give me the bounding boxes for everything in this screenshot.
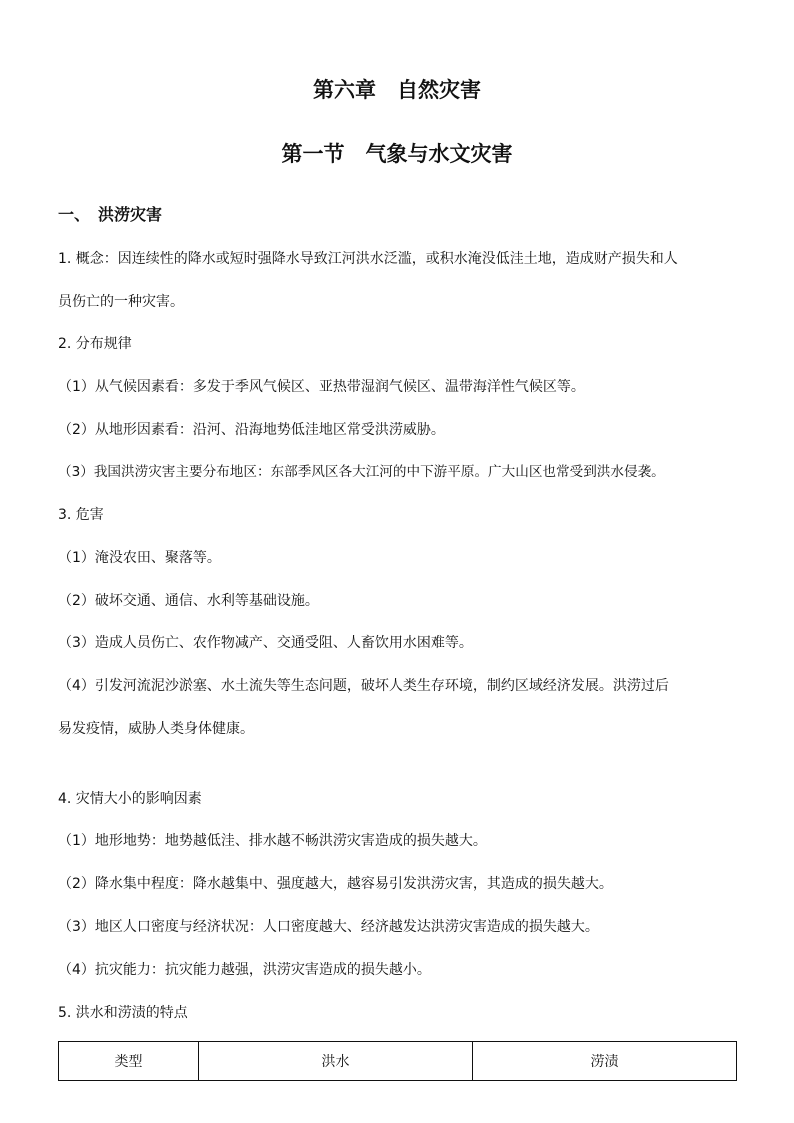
paragraph-line: （1）淹没农田、聚落等。 xyxy=(58,550,221,566)
table-header-flood: 洪水 xyxy=(199,1042,473,1080)
paragraph-line: 2. 分布规律 xyxy=(58,336,132,352)
part-heading: 一、 洪涝灾害 xyxy=(58,205,163,224)
paragraph-line: （4）引发河流泥沙淤塞、水土流失等生态问题，破坏人类生存环境，制约区域经济发展。洪涝过后 xyxy=(58,678,669,694)
paragraph-line: 4. 灾情大小的影响因素 xyxy=(58,791,202,807)
comparison-table xyxy=(58,1041,737,1081)
paragraph-line: 易发疫情，威胁人类身体健康。 xyxy=(58,721,254,737)
paragraph-line: （3）我国洪涝灾害主要分布地区：东部季风区各大江河的中下游平原。广大山区也常受到洪水侵袭。 xyxy=(58,464,665,480)
paragraph-line: 员伤亡的一种灾害。 xyxy=(58,294,184,310)
paragraph-line: （4）抗灾能力：抗灾能力越强，洪涝灾害造成的损失越小。 xyxy=(58,962,431,978)
paragraph-line: 1. 概念：因连续性的降水或短时强降水导致江河洪水泛滥，或积水淹没低洼土地，造成财产损失和人 xyxy=(58,251,678,267)
paragraph-line: （1）地形地势：地势越低洼、排水越不畅洪涝灾害造成的损失越大。 xyxy=(58,833,487,849)
section-title: 第一节 气象与水文灾害 xyxy=(281,142,513,166)
paragraph-line: （3）造成人员伤亡、农作物减产、交通受阻、人畜饮用水困难等。 xyxy=(58,635,473,651)
paragraph-line: 5. 洪水和涝渍的特点 xyxy=(58,1005,188,1021)
table-header-waterlogging: 涝渍 xyxy=(590,1054,619,1070)
paragraph-line: 3. 危害 xyxy=(58,507,104,523)
paragraph-line: （2）破坏交通、通信、水利等基础设施。 xyxy=(58,593,319,609)
chapter-title: 第六章 自然灾害 xyxy=(313,78,481,102)
paragraph-line: （1）从气候因素看：多发于季风气候区、亚热带湿润气候区、温带海洋性气候区等。 xyxy=(58,379,585,395)
paragraph-line: （2）降水集中程度：降水越集中、强度越大，越容易引发洪涝灾害，其造成的损失越大。 xyxy=(58,876,613,892)
paragraph-line: （2）从地形因素看：沿河、沿海地势低洼地区常受洪涝威胁。 xyxy=(58,422,445,438)
paragraph-line: （3）地区人口密度与经济状况：人口密度越大、经济越发达洪涝灾害造成的损失越大。 xyxy=(58,919,599,935)
table-header-type: 类型 xyxy=(59,1042,199,1080)
